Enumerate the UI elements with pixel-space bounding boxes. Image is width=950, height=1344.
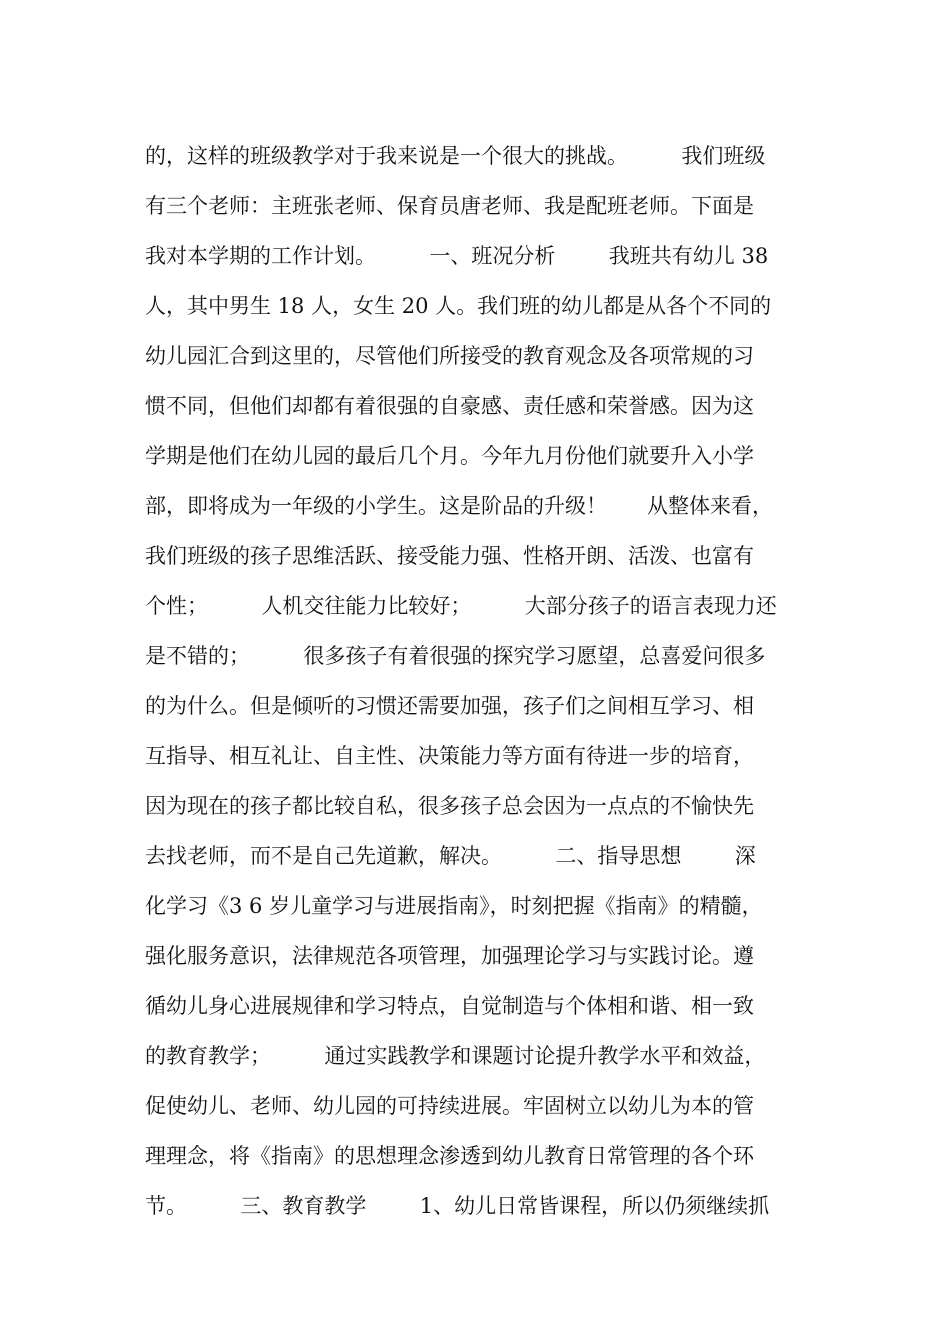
- text-line: 促使幼儿、老师、幼儿园的可持续进展。牢固树立以幼儿为本的管: [145, 1094, 754, 1118]
- text-line: 有三个老师：主班张老师、保育员唐老师、我是配班老师。下面是: [145, 194, 754, 218]
- text-line: 的为什么。但是倾听的习惯还需要加强，孩子们之间相互学习、相: [145, 694, 754, 718]
- text-line: 学期是他们在幼儿园的最后几个月。今年九月份他们就要升入小学: [145, 444, 754, 468]
- text-line: 强化服务意识，法律规范各项管理，加强理论学习与实践讨论。遵: [145, 944, 754, 968]
- text-line: 幼儿园汇合到这里的，尽管他们所接受的教育观念及各项常规的习: [145, 344, 754, 368]
- text-line: 因为现在的孩子都比较自私，很多孩子总会因为一点点的不愉快先: [145, 794, 754, 818]
- text-line: 节。 三、教育教学 1、幼儿日常皆课程，所以仍须继续抓: [145, 1194, 770, 1218]
- text-line: 互指导、相互礼让、自主性、决策能力等方面有待进一步的培育，: [145, 744, 754, 768]
- text-line: 我对本学期的工作计划。 一、班况分析 我班共有幼儿 38: [145, 244, 769, 268]
- text-line: 理理念，将《指南》的思想理念渗透到幼儿教育日常管理的各个环: [145, 1144, 754, 1168]
- text-line: 部，即将成为一年级的小学生。这是阶品的升级！ 从整体来看，: [145, 494, 774, 518]
- body-text: [145, 131, 825, 1231]
- text-line: 人，其中男生 18 人，女生 20 人。我们班的幼儿都是从各个不同的: [145, 294, 772, 318]
- text-line: 的教育教学； 通过实践教学和课题讨论提升教学水平和效益，: [145, 1044, 766, 1068]
- text-line: 我们班级的孩子思维活跃、接受能力强、性格开朗、活泼、也富有: [145, 544, 754, 568]
- text-line: 的，这样的班级教学对于我来说是一个很大的挑战。 我们班级: [145, 144, 766, 168]
- text-line: 去找老师，而不是自己先道歉，解决。 二、指导思想 深: [145, 844, 756, 868]
- text-line: 是不错的； 很多孩子有着很强的探究学习愿望，总喜爱问很多: [145, 644, 766, 668]
- text-line: 循幼儿身心进展规律和学习特点，自觉制造与个体相和谐、相一致: [145, 994, 754, 1018]
- text-line: 化学习《3 6 岁儿童学习与进展指南》，时刻把握《指南》的精髓，: [145, 894, 763, 918]
- text-line: 惯不同，但他们却都有着很强的自豪感、责任感和荣誉感。因为这: [145, 394, 754, 418]
- text-line: 个性； 人机交往能力比较好； 大部分孩子的语言表现力还: [145, 594, 777, 618]
